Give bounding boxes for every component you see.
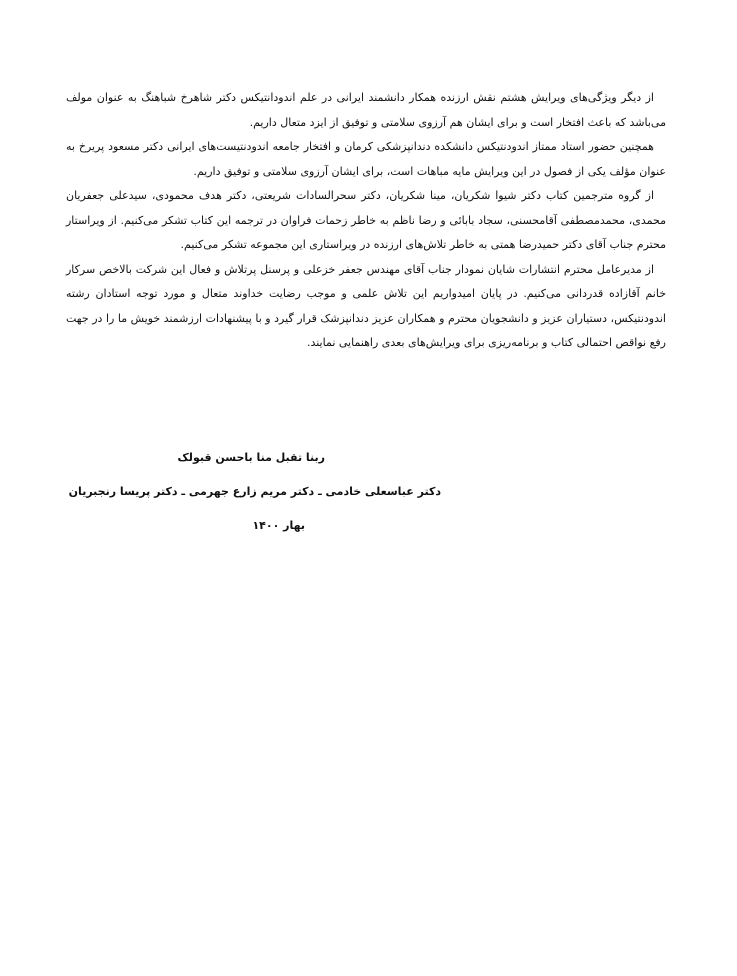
paragraph-translators-thanks: از گروه مترجمین کتاب دکتر شیوا شکریان، مینا شکریان، دکتر سحرالسادات شریعتی، دکتر هدف محمودی، سیدعلی جعفریان محمدی، محمدمصطفی آقامحسنی، سجاد بابائی و رضا ناظم به خاطر زحمات فراوان در ترجمه این کتاب تشکر می‌کنیم. از ویراستار محترم جناب آقای دکتر حمیدرضا همتی به خاطر تلاش‌های ارزنده در ویراستاری این مجموعه تشکر می‌کنیم.: [66, 189, 666, 251]
paragraph-chapter-author: همچنین حضور استاد ممتاز اندودنتیکس دانشکده دندانپزشکی کرمان و افتخار جامعه اندودنتیست‌های ایرانی دکتر مسعود پریرخ به عنوان مؤلف یکی از فصول در این ویرایش مایه مباهات است، برای ایشان آرزوی سلامتی و توفیق داریم.: [66, 140, 666, 178]
publication-date: بهار ۱۴۰۰: [252, 519, 305, 532]
paragraph-author-contribution: از دیگر ویژگی‌های ویرایش هشتم نقش ارزنده همکار دانشمند ایرانی در علم اندودانتیکس دکتر شاهرخ شباهنگ به عنوان مولف می‌باشد که باعث افتخار است و برای ایشان هم آرزوی سلامتی و توفیق از ایزد متعال داریم.: [66, 91, 666, 129]
closing-prayer: ربنا تقبل منا باحسن قبولک: [177, 451, 325, 464]
preface-body: [66, 86, 666, 356]
paragraph-publisher-thanks: از مدیرعامل محترم انتشارات شایان نمودار جناب آقای مهندس جعفر خزعلی و پرسنل پرتلاش و فعال این شرکت بالاخص سرکار خانم آقازاده قدردانی می‌کنیم. در پایان امیدواریم این تلاش علمی و موجب رضایت خداوند متعال و مورد توجه استادان رشته اندودنتیکس، دستیاران عزیز و دانشجویان محترم و همکاران عزیز دندانپزشک قرار گیرد و با پیشنهادات ارزشمند خویش ما را در جهت رفع نواقص احتمالی کتاب و برنامه‌ریزی برای ویرایش‌های بعدی راهنمایی نمایند.: [66, 262, 666, 349]
author-names: دکتر عباسعلی خادمی ـ دکتر مریم زارع جهرمی ـ دکتر پریسا رنجبریان: [68, 485, 441, 498]
